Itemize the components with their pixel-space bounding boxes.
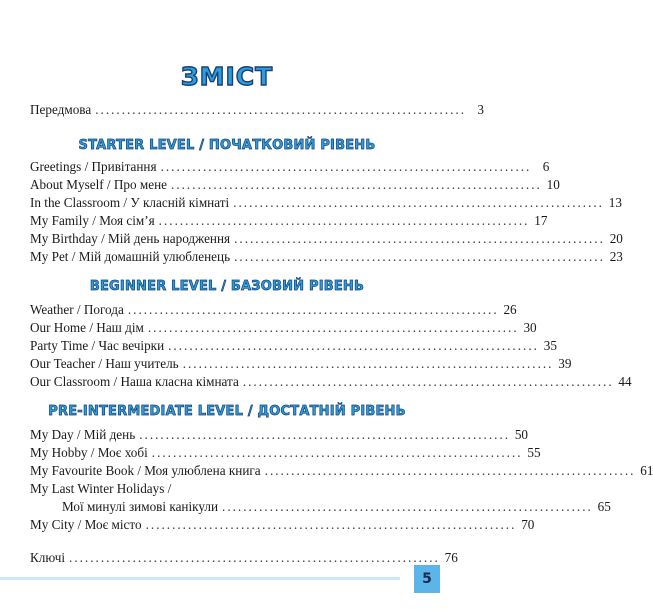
toc-entry[interactable] bbox=[30, 211, 548, 229]
toc-entry[interactable] bbox=[30, 336, 557, 354]
entry-page: 44 bbox=[618, 374, 632, 389]
toc-entry[interactable] bbox=[30, 300, 517, 318]
entry-page: 55 bbox=[527, 445, 541, 460]
dot-leader: ...................................................................... bbox=[222, 499, 593, 514]
entry-title: Weather / Погода bbox=[30, 302, 124, 317]
entry-page: 70 bbox=[521, 517, 535, 532]
entry-page: 23 bbox=[609, 249, 623, 264]
dot-leader: ...................................................................... bbox=[95, 102, 466, 117]
toc-entry-foreword[interactable] bbox=[30, 100, 484, 118]
toc-entry[interactable] bbox=[30, 157, 550, 175]
toc-entry[interactable] bbox=[30, 461, 653, 479]
entry-page: 17 bbox=[534, 213, 548, 228]
entry-page: 50 bbox=[514, 427, 529, 442]
entry-page: 20 bbox=[609, 231, 623, 246]
entry-title: Передмова bbox=[30, 102, 92, 117]
dot-leader: ...................................................................... bbox=[171, 177, 542, 192]
entry-page: 76 bbox=[444, 550, 458, 565]
section-heading-beginner: BEGINNER LEVEL / БАЗОВИЙ РІВЕНЬ bbox=[89, 279, 365, 294]
dot-leader: ...................................................................... bbox=[234, 231, 605, 246]
entry-title: About Myself / Про мене bbox=[30, 177, 168, 192]
dot-leader: ...................................................................... bbox=[234, 249, 605, 264]
dot-leader: ...................................................................... bbox=[151, 445, 523, 460]
entry-title: Greetings / Привітання bbox=[30, 159, 157, 174]
entry-page: 26 bbox=[503, 302, 517, 317]
dot-leader: ...................................................................... bbox=[139, 427, 511, 442]
entry-page: 39 bbox=[558, 356, 572, 371]
dot-leader: ...................................................................... bbox=[127, 302, 499, 317]
dot-leader: ...................................................................... bbox=[168, 338, 539, 353]
section-heading-starter: STARTER LEVEL / ПОЧАТКОВИЙ РІВЕНЬ bbox=[78, 138, 376, 153]
dot-leader: ...................................................................... bbox=[160, 159, 532, 174]
entry-title: My Family / Моя сім’я bbox=[30, 213, 155, 228]
entry-title: In the Classroom / У класній кімнаті bbox=[30, 195, 230, 210]
entry-title: My Pet / Мій домашній улюбленець bbox=[30, 249, 231, 264]
footer-band bbox=[0, 577, 400, 580]
entry-title: Our Classroom / Наша класна кімната bbox=[30, 374, 239, 389]
entry-page: 61 bbox=[640, 463, 653, 478]
entry-page: 30 bbox=[523, 320, 537, 335]
entry-page: 65 bbox=[597, 499, 611, 514]
toc-entry[interactable] bbox=[30, 515, 535, 533]
toc-entry[interactable] bbox=[30, 372, 632, 390]
toc-entry[interactable] bbox=[30, 175, 560, 193]
entry-title: My Hobby / Моє хобі bbox=[30, 445, 148, 460]
entry-title: Мої минулі зимові канікули bbox=[62, 499, 219, 514]
dot-leader: ...................................................................... bbox=[158, 213, 530, 228]
toc-entry[interactable] bbox=[30, 479, 397, 497]
page-title: ЗМІСТ bbox=[180, 62, 274, 91]
dot-leader: ...................................................................... bbox=[242, 374, 614, 389]
entry-page: 10 bbox=[546, 177, 560, 192]
toc-entry[interactable] bbox=[30, 318, 537, 336]
toc-entry[interactable] bbox=[30, 229, 623, 247]
toc-entry[interactable] bbox=[30, 354, 572, 372]
toc-entry[interactable] bbox=[30, 425, 529, 443]
dot-leader: ...................................................................... bbox=[69, 550, 440, 565]
entry-title: My Last Winter Holidays / bbox=[30, 481, 172, 496]
dot-leader: ...................................................................... bbox=[233, 195, 604, 210]
dot-leader: ...................................................................... bbox=[147, 320, 519, 335]
entry-title: Our Home / Наш дім bbox=[30, 320, 144, 335]
entry-page: 3 bbox=[477, 102, 484, 117]
entry-title: My City / Моє місто bbox=[30, 517, 142, 532]
entry-title: Party Time / Час вечірки bbox=[30, 338, 165, 353]
toc-entry-answers[interactable] bbox=[30, 548, 458, 566]
entry-title: My Birthday / Мій день народження bbox=[30, 231, 231, 246]
page-number: 5 bbox=[414, 565, 440, 593]
toc-entry[interactable] bbox=[30, 443, 541, 461]
dot-leader: ...................................................................... bbox=[182, 356, 554, 371]
toc-entry[interactable] bbox=[30, 193, 622, 211]
entry-title: My Favourite Book / Моя улюблена книга bbox=[30, 463, 261, 478]
toc-entry[interactable] bbox=[30, 247, 623, 265]
entry-page: 35 bbox=[543, 338, 557, 353]
dot-leader: ...................................................................... bbox=[145, 517, 517, 532]
entry-title: Our Teacher / Наш учитель bbox=[30, 356, 179, 371]
entry-page: 6 bbox=[542, 159, 550, 174]
dot-leader: ...................................................................... bbox=[264, 463, 636, 478]
entry-page: 13 bbox=[608, 195, 622, 210]
section-heading-pre-intermediate: PRE-INTERMEDIATE LEVEL / ДОСТАТНІЙ РІВЕНЬ bbox=[48, 404, 406, 419]
entry-title: Ключі bbox=[30, 550, 66, 565]
entry-title: My Day / Мій день bbox=[30, 427, 136, 442]
toc-entry[interactable] bbox=[62, 497, 611, 515]
